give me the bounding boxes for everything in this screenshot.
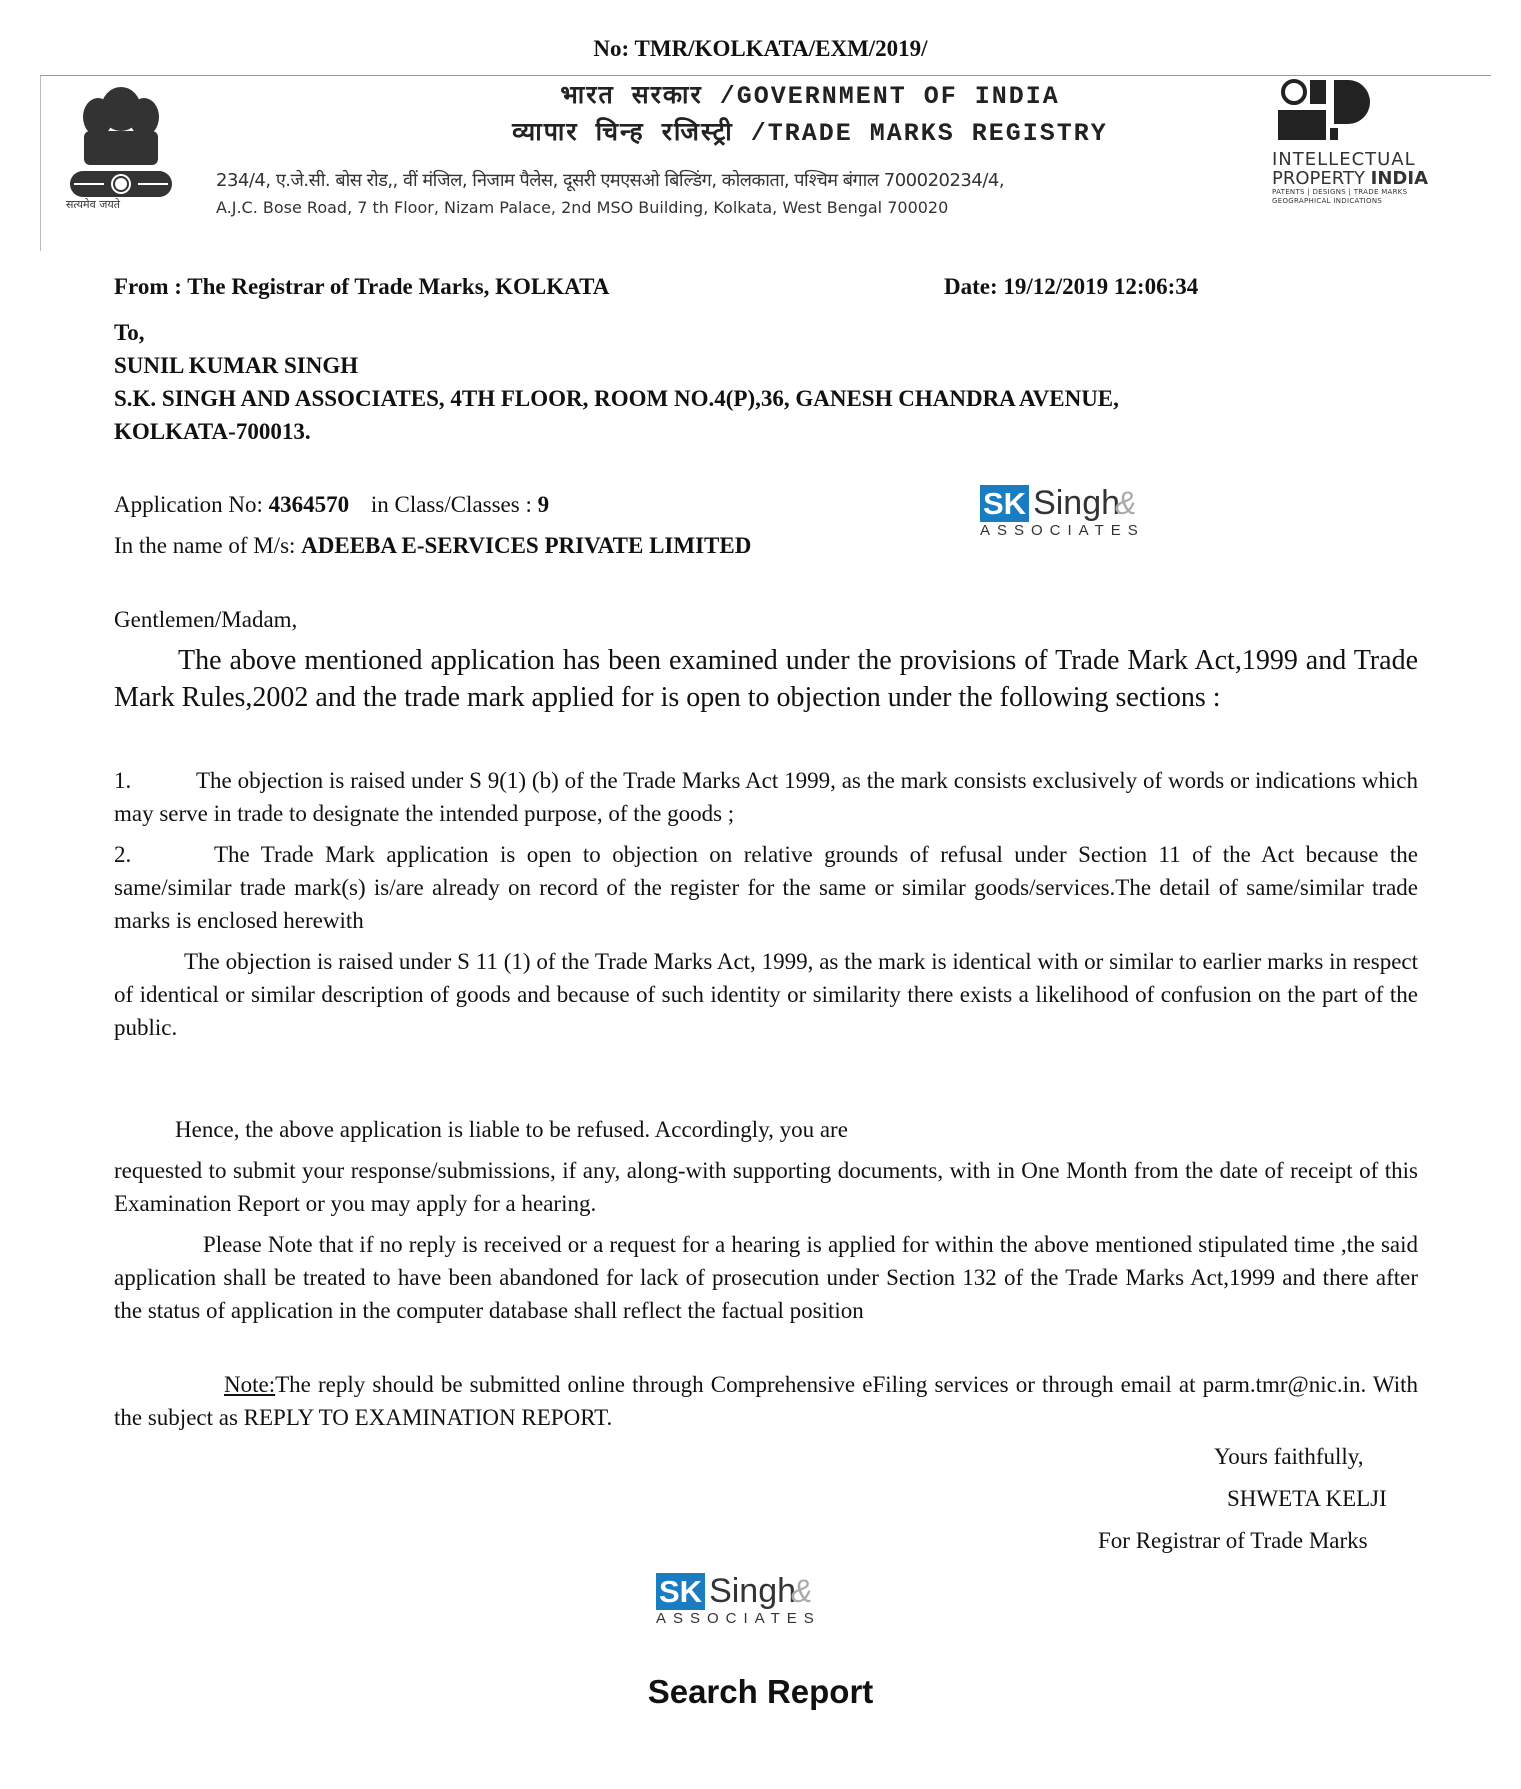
- objection-2-number: 2.: [114, 842, 132, 867]
- signatory-title: For Registrar of Trade Marks: [1098, 1528, 1368, 1553]
- to-label: To,: [114, 320, 145, 345]
- objection-1: [114, 764, 1418, 830]
- applicant-label: In the name of M/s:: [114, 533, 302, 558]
- sk-singh-logo-bottom: [656, 1573, 856, 1633]
- sk-logo-ampersand-bottom: &: [791, 1573, 813, 1609]
- addressee-block: [114, 316, 1119, 448]
- note-label: Note:: [224, 1372, 276, 1397]
- please-note-paragraph: Please Note that if no reply is received or a request for a hearing is applied for within the above mentioned stipulated time ,the said application shall be treated to have been abandoned for lack of prosecution under Section 132 of the Trade Marks Act,1999 and there after the status of application in the computer database shall reflect the factual position: [114, 1232, 1418, 1323]
- ip-india-logo-icon: [1272, 78, 1396, 144]
- application-number: 4364570: [268, 492, 350, 517]
- ipi-line-3: PATENTS | DESIGNS | TRADE MARKS: [1272, 188, 1408, 196]
- registry-line: व्यापार चिन्ह रजिस्ट्री /TRADE MARKS REGISTRY: [512, 119, 1108, 148]
- sk-logo-tagline: ASSOCIATES: [980, 522, 1145, 539]
- application-no-label: Application No:: [114, 492, 269, 517]
- intro-paragraph: The above mentioned application has been examined under the provisions of Trade Mark Act,1999 and Trade Mark Rules,2002 and the trade mark applied for is open to objection under the following sections :: [114, 645, 1418, 713]
- national-emblem-icon: [60, 75, 182, 215]
- sk-logo-name-bottom: Singh: [709, 1572, 797, 1610]
- addressee-address-2: KOLKATA-700013.: [114, 419, 311, 444]
- address-hindi: 234/4, ए.जे.सी. बोस रोड,, वीं मंजिल, निजाम पैलेस, दूसरी एमएसओ बिल्डिंग, कोलकाता, पश्चिम बंगाल 700020234/4,: [216, 170, 1005, 191]
- letterhead-title: [380, 78, 1240, 152]
- sk-logo-box: SK: [980, 485, 1029, 522]
- address-english: A.J.C. Bose Road, 7 th Floor, Nizam Palace, 2nd MSO Building, Kolkata, West Bengal 700020: [216, 198, 949, 217]
- government-line: भारत सरकार /GOVERNMENT OF INDIA: [560, 82, 1060, 111]
- note-text: The reply should be submitted online through Comprehensive eFiling services or through email at parm.tmr@nic.in. With the subject as REPLY TO EXAMINATION REPORT.: [114, 1372, 1418, 1430]
- emblem-caption: सत्यमेव जयते: [66, 198, 121, 211]
- addressee-address-1: S.K. SINGH AND ASSOCIATES, 4TH FLOOR, ROOM NO.4(P),36, GANESH CHANDRA AVENUE,: [114, 386, 1119, 411]
- class-value: 9: [537, 492, 550, 517]
- ipi-india: INDIA: [1370, 168, 1429, 189]
- sk-logo-name: Singh: [1033, 484, 1121, 522]
- application-line: [114, 489, 549, 521]
- applicant-name: ADEEBA E-SERVICES PRIVATE LIMITED: [301, 533, 752, 558]
- hence-line-2: requested to submit your response/submissions, if any, along-with supporting documents, with in One Month from the date of receipt of this Examination Report or you may apply for a hearing.: [114, 1158, 1418, 1216]
- reference-number: No: TMR/KOLKATA/EXM/2019/: [593, 36, 928, 61]
- ipi-line-2: [1272, 169, 1428, 188]
- search-report-heading: Search Report: [647, 1673, 874, 1710]
- from-line: From : The Registrar of Trade Marks, KOLKATA: [114, 274, 610, 299]
- class-label: in Class/Classes :: [370, 492, 538, 517]
- note-paragraph: [114, 1368, 1418, 1434]
- closing: Yours faithfully,: [1214, 1444, 1364, 1469]
- signatory-name: SHWETA KELJI: [1227, 1486, 1387, 1511]
- salutation: Gentlemen/Madam,: [114, 607, 298, 632]
- applicant-line: [114, 530, 751, 562]
- hence-line-1: Hence, the above application is liable to be refused. Accordingly, you are: [175, 1117, 848, 1142]
- sk-singh-logo: [980, 485, 1180, 545]
- ipi-property: PROPERTY: [1272, 168, 1371, 189]
- objection-1-number: 1.: [114, 768, 132, 793]
- objection-2-text: The Trade Mark application is open to objection on relative grounds of refusal under Section 11 of the Act because the same/similar trade mark(s) is/are already on record of the register for the same or similar goods/services.The detail of same/similar trade marks is enclosed herewith: [114, 842, 1418, 933]
- sk-logo-tagline-bottom: ASSOCIATES: [656, 1610, 821, 1627]
- objection-2: [114, 838, 1418, 937]
- ipi-line-1: INTELLECTUAL: [1272, 149, 1416, 170]
- ipi-line-4: GEOGRAPHICAL INDICATIONS: [1272, 197, 1383, 205]
- date-line: Date: 19/12/2019 12:06:34: [944, 274, 1199, 299]
- addressee-name: SUNIL KUMAR SINGH: [114, 353, 359, 378]
- ip-india-wordmark: [1272, 150, 1428, 206]
- sk-logo-ampersand: &: [1115, 485, 1137, 521]
- objection-detail: The objection is raised under S 11 (1) of the Trade Marks Act, 1999, as the mark is identical with or similar to earlier marks in respect of identical or similar description of goods and because of such identity or similarity there exists a likelihood of confusion on the part of the public.: [114, 949, 1418, 1040]
- objection-1-text: The objection is raised under S 9(1) (b) of the Trade Marks Act 1999, as the mark consists exclusively of words or indications which may serve in trade to designate the intended purpose, of the goods ;: [114, 768, 1418, 826]
- sk-logo-box-bottom: SK: [656, 1573, 705, 1610]
